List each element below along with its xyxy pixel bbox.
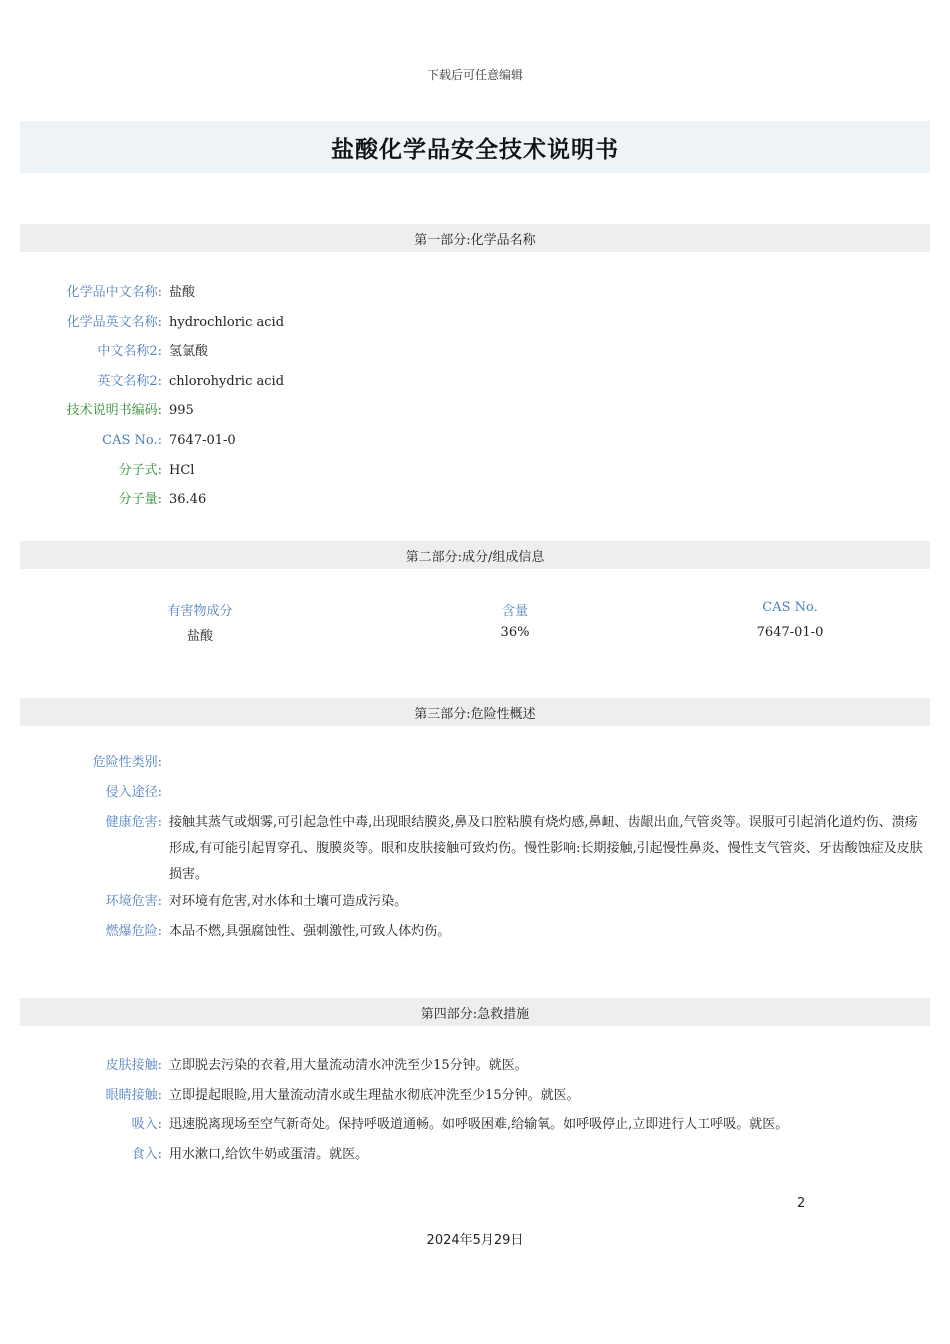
section-2-heading: 第二部分:成分/组成信息 [20, 541, 930, 569]
field-formula [20, 458, 925, 484]
field-en-name-2 [20, 369, 925, 395]
field-value: 995 [169, 403, 194, 418]
field-value: 氢氯酸 [169, 344, 209, 359]
field-value: 对环境有危害,对水体和土壤可造成污染。 [169, 894, 408, 909]
column-header: CAS No. [762, 600, 818, 615]
field-label: 技术说明书编码: [66, 403, 162, 418]
field-label: 燃爆危险: [105, 924, 162, 939]
field-label: 分子量: [118, 492, 162, 507]
field-label: 中文名称2: [97, 344, 162, 359]
field-value: 盐酸 [169, 285, 196, 300]
header-note: 下载后可任意编辑 [426, 68, 523, 82]
field-label: 危险性类别: [92, 755, 162, 770]
field-health-hazard [20, 810, 925, 888]
field-hazard-class [20, 750, 925, 776]
field-value [162, 780, 925, 806]
table-cell: 36% [500, 625, 530, 640]
section-1-heading: 第一部分:化学品名称 [20, 224, 930, 252]
field-value: 立即提起眼睑,用大量流动清水或生理盐水彻底冲洗至少15分钟。就医。 [169, 1088, 580, 1103]
field-label: 分子式: [118, 463, 162, 478]
field-eye-contact [20, 1083, 925, 1109]
page-title: 盐酸化学品安全技术说明书 [331, 136, 619, 163]
field-label: 化学品英文名称: [66, 315, 162, 330]
field-entry-route [20, 780, 925, 806]
page-number: 2 [797, 1196, 806, 1211]
field-value: chlorohydric acid [169, 374, 285, 389]
field-value: 本品不燃,具强腐蚀性、强刺激性,可致人体灼伤。 [169, 924, 451, 939]
field-value: 36.46 [169, 492, 207, 507]
field-value: 7647-01-0 [169, 433, 236, 448]
field-value: 接触其蒸气或烟雾,可引起急性中毒,出现眼结膜炎,鼻及口腔粘膜有烧灼感,鼻衄、齿龈出血,气管炎等。误服可引起消化道灼伤、溃疡形成,有可能引起胃穿孔、腹膜炎等。眼和皮肤接触可致灼伤。慢性影响:长期接触,引起慢性鼻炎、慢性支气管炎、牙齿酸蚀症及皮肤损害。 [169, 815, 923, 882]
field-env-hazard [20, 889, 925, 915]
field-cas-no [20, 428, 925, 454]
field-en-name [20, 310, 925, 336]
field-label: 吸入: [131, 1117, 162, 1132]
footer-date: 2024年5月29日 [426, 1233, 524, 1248]
field-cn-name-2 [20, 339, 925, 365]
column-header: 含量 [501, 604, 528, 619]
field-label: 皮肤接触: [105, 1058, 162, 1073]
table-cell: 盐酸 [186, 629, 213, 644]
field-label: 英文名称2: [97, 374, 162, 389]
field-cn-name [20, 280, 925, 306]
field-label: 食入: [131, 1147, 162, 1162]
field-value: 立即脱去污染的衣着,用大量流动清水冲洗至少15分钟。就医。 [169, 1058, 528, 1073]
section-4-heading: 第四部分:急救措施 [20, 998, 930, 1026]
field-value [162, 750, 925, 776]
field-label: 侵入途径: [105, 785, 162, 800]
table-row [20, 625, 930, 645]
field-mol-weight [20, 487, 925, 513]
field-label: 眼睛接触: [105, 1088, 162, 1103]
composition-header [20, 600, 930, 620]
field-value: 用水漱口,给饮牛奶或蛋清。就医。 [169, 1147, 369, 1162]
title-band [20, 121, 930, 173]
field-label: 健康危害: [105, 815, 162, 830]
field-label: 化学品中文名称: [66, 285, 162, 300]
field-label: CAS No.: [102, 433, 162, 448]
field-ingestion [20, 1142, 925, 1168]
column-header: 有害物成分 [167, 604, 233, 619]
field-spec-code [20, 398, 925, 424]
field-value: 迅速脱离现场至空气新奇处。保持呼吸道通畅。如呼吸困难,给输氧。如呼吸停止,立即进行人工呼吸。就医。 [169, 1117, 789, 1132]
field-label: 环境危害: [105, 894, 162, 909]
field-value: HCl [169, 463, 195, 478]
field-fire-hazard [20, 919, 925, 945]
field-value: hydrochloric acid [169, 315, 285, 330]
section-3-heading: 第三部分:危险性概述 [20, 698, 930, 726]
table-cell: 7647-01-0 [756, 625, 824, 640]
field-inhalation [20, 1112, 925, 1138]
field-skin-contact [20, 1053, 925, 1079]
